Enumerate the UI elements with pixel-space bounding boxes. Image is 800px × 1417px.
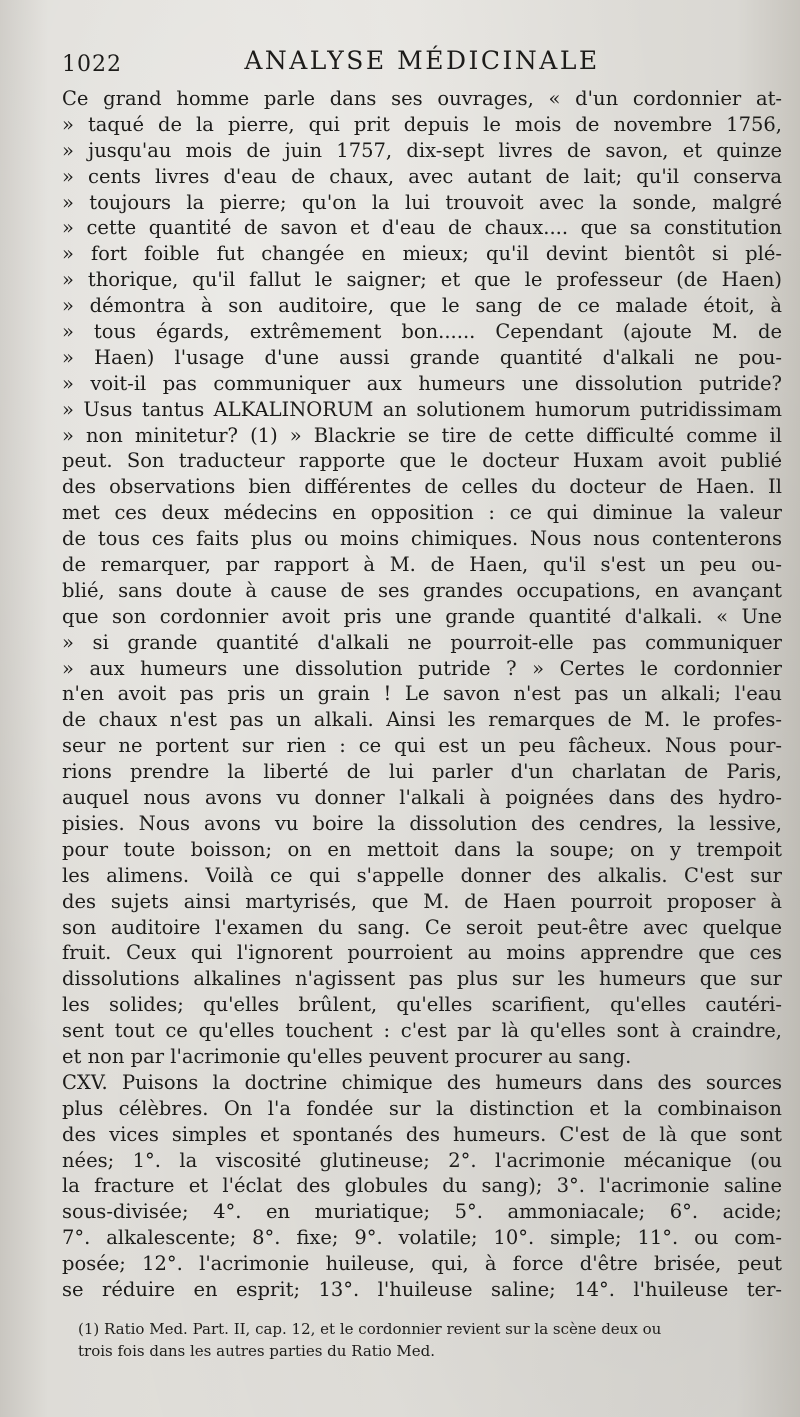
text-line: » thorique, qu'il fallut le saigner; et que le professeur (de Haen) xyxy=(62,268,782,292)
text-line: que son cordonnier avoit pris une grande quantité d'alkali. « Une xyxy=(62,604,782,628)
footnote xyxy=(78,1318,778,1362)
text-line: peut. Son traducteur rapporte que le docteur Huxam avoit publié xyxy=(62,449,782,473)
text-line: Ce grand homme parle dans ses ouvrages, « d'un cordonnier at- xyxy=(62,87,782,110)
text-line: et non par l'acrimonie qu'elles peuvent procurer au sang. xyxy=(62,1044,632,1068)
page-number: 1022 xyxy=(62,52,122,77)
text-line: » voit-il pas communiquer aux humeurs une dissolution putride? xyxy=(62,371,782,395)
text-line: » aux humeurs une dissolution putride ? » Certes le cordonnier xyxy=(62,656,782,680)
text-line: dissolutions alkalines n'agissent pas plus sur les humeurs que sur xyxy=(62,967,782,991)
text-line: CXV. Puisons la doctrine chimique des humeurs dans des sources xyxy=(62,1070,782,1094)
text-line: met ces deux médecins en opposition : ce qui diminue la valeur xyxy=(62,501,782,525)
text-line: nées; 1°. la viscosité glutineuse; 2°. l'acrimonie mécanique (ou xyxy=(62,1148,782,1172)
text-line: » non minitetur? (1) » Blackrie se tire de cette difficulté comme il xyxy=(62,423,782,447)
text-line: » Usus tantus ALKALINORUM an solutionem humorum putridissimam xyxy=(62,397,782,421)
text-line: 7°. alkalescente; 8°. fixe; 9°. volatile; 10°. simple; 11°. ou com- xyxy=(62,1226,782,1250)
text-line: » cette quantité de savon et d'eau de chaux.... que sa constitution xyxy=(62,216,782,240)
text-line: des observations bien différentes de celles du docteur de Haen. Il xyxy=(62,475,782,499)
text-line: posée; 12°. l'acrimonie huileuse, qui, à force d'être brisée, peut xyxy=(62,1252,782,1276)
text-line: fruit. Ceux qui l'ignorent pourroient au moins apprendre que ces xyxy=(62,941,782,965)
text-line: » cents livres d'eau de chaux, avec autant de lait; qu'il conserva xyxy=(62,164,782,188)
text-line: » fort foible fut changée en mieux; qu'il devint bientôt si plé- xyxy=(62,242,782,266)
running-title: ANALYSE MÉDICINALE xyxy=(244,46,600,75)
text-line: la fracture et l'éclat des globules du sang); 3°. l'acrimonie saline xyxy=(62,1174,782,1198)
text-line: des sujets ainsi martyrisés, que M. de Haen pourroit proposer à xyxy=(62,889,782,913)
text-line: » Haen) l'usage d'une aussi grande quantité d'alkali ne pou- xyxy=(62,345,782,369)
text-line: sent tout ce qu'elles touchent : c'est par là qu'elles sont à craindre, xyxy=(62,1019,782,1043)
text-line: » toujours la pierre; qu'on la lui trouvoit avec la sonde, malgré xyxy=(62,190,782,214)
footnote-line: (1) Ratio Med. Part. II, cap. 12, et le cordonnier revient sur la scène deux ou xyxy=(78,1320,662,1338)
text-line: » si grande quantité d'alkali ne pourroit-elle pas communiquer xyxy=(62,630,782,654)
text-line: » démontra à son auditoire, que le sang de ce malade étoit, à xyxy=(62,294,782,318)
text-line: » taqué de la pierre, qui prit depuis le mois de novembre 1756, xyxy=(62,112,782,136)
text-line: » jusqu'au mois de juin 1757, dix-sept livres de savon, et quinze xyxy=(62,138,782,162)
footnote-line: trois fois dans les autres parties du Ratio Med. xyxy=(78,1342,436,1360)
text-line: de remarquer, par rapport à M. de Haen, qu'il s'est un peu ou- xyxy=(62,553,782,577)
text-line: pour toute boisson; on en mettoit dans la soupe; on y trempoit xyxy=(62,837,782,861)
text-line: des vices simples et spontanés des humeurs. C'est de là que sont xyxy=(62,1122,782,1146)
text-line: les alimens. Voilà ce qui s'appelle donner des alkalis. C'est sur xyxy=(62,863,782,887)
text-line: de chaux n'est pas un alkali. Ainsi les remarques de M. le profes- xyxy=(62,708,782,732)
text-line: plus célèbres. On l'a fondée sur la distinction et la combinaison xyxy=(62,1096,782,1120)
text-line: n'en avoit pas pris un grain ! Le savon n'est pas un alkali; l'eau xyxy=(62,682,782,706)
text-line: pisies. Nous avons vu boire la dissolution des cendres, la lessive, xyxy=(62,811,782,835)
text-line: rions prendre la liberté de lui parler d'un charlatan de Paris, xyxy=(62,760,782,784)
text-line: auquel nous avons vu donner l'alkali à poignées dans des hydro- xyxy=(62,786,782,810)
text-line: sous-divisée; 4°. en muriatique; 5°. ammoniacale; 6°. acide; xyxy=(62,1200,782,1224)
body-text xyxy=(62,86,782,1303)
text-line: de tous ces faits plus ou moins chimiques. Nous nous contenterons xyxy=(62,527,782,551)
text-line: son auditoire l'examen du sang. Ce seroit peut-être avec quelque xyxy=(62,915,782,939)
text-line: se réduire en esprit; 13°. l'huileuse saline; 14°. l'huileuse ter- xyxy=(62,1277,782,1301)
text-line: » tous égards, extrêmement bon...... Cependant (ajoute M. de xyxy=(62,320,782,344)
text-line: blié, sans doute à cause de ses grandes occupations, en avançant xyxy=(62,578,782,602)
page-header xyxy=(62,42,782,82)
text-line: les solides; qu'elles brûlent, qu'elles scarifient, qu'elles cautéri- xyxy=(62,993,782,1017)
text-line: seur ne portent sur rien : ce qui est un peu fâcheux. Nous pour- xyxy=(62,734,782,758)
